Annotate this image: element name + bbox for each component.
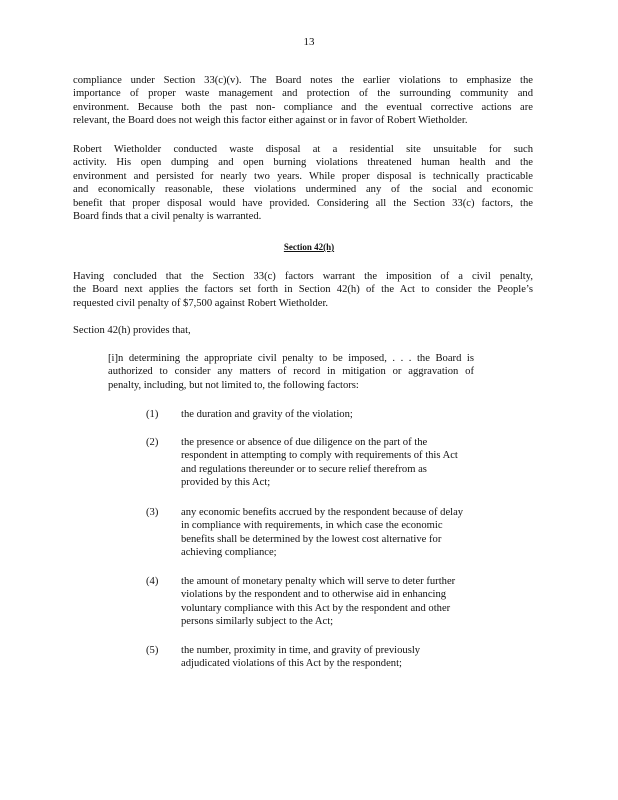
factor-number: (2) <box>146 437 159 448</box>
text-line: the presence or absence of due diligence on the part of the <box>181 437 428 448</box>
page-number: 13 <box>303 36 315 48</box>
text-line: importance of proper waste management and protection of the surrounding community and <box>73 88 533 100</box>
paragraph-provides <box>73 324 533 337</box>
text-line: relevant, the Board does not weigh this factor either against or in favor of Robert Wietholder. <box>73 115 468 127</box>
text-line: Section 42(h) provides that, <box>73 325 191 336</box>
text-line: provided by this Act; <box>181 477 271 489</box>
text-line: penalty, including, but not limited to, the following factors: <box>108 379 359 391</box>
block-quote <box>108 352 474 392</box>
text-line: [i]n determining the appropriate civil penalty to be imposed, . . . the Board is <box>108 353 474 364</box>
text-line: Having concluded that the Section 33(c) factors warrant the imposition of a civil penalty, <box>73 271 533 282</box>
text-line: Board finds that a civil penalty is warranted. <box>73 211 262 223</box>
paragraph-compliance <box>73 74 533 128</box>
text-line: achieving compliance; <box>181 547 277 559</box>
text-line: the duration and gravity of the violation; <box>181 409 353 420</box>
factor-number: (4) <box>146 576 159 587</box>
text-line: violations by the respondent and to otherwise aid in enhancing <box>181 589 447 601</box>
factor-number: (1) <box>146 409 159 420</box>
text-line: adjudicated violations of this Act by the respondent; <box>181 658 402 670</box>
factor-text <box>181 644 506 671</box>
factor-number: (5) <box>146 645 159 656</box>
text-line: respondent in attempting to comply with requirements of this Act <box>181 450 458 462</box>
text-line: the amount of monetary penalty which will serve to deter further <box>181 576 456 587</box>
factor-text <box>181 575 506 629</box>
text-line: Robert Wietholder conducted waste disposal at a residential site unsuitable for such <box>73 144 533 155</box>
text-line: persons similarly subject to the Act; <box>181 616 334 628</box>
text-line: benefit that proper disposal would have provided. Considering all the Section 33(c) factors, the <box>73 197 533 209</box>
text-line: in compliance with requirements, in which case the economic <box>181 520 443 532</box>
text-line: and regulations thereunder or to secure relief therefrom as <box>181 463 427 475</box>
text-line: activity. His open dumping and open burning violations threatened human health and the <box>73 157 533 169</box>
text-line: voluntary compliance with this Act by the respondent and other <box>181 602 451 614</box>
text-line: the Board next applies the factors set forth in Section 42(h) of the Act to consider the People’s <box>73 284 533 296</box>
factor-text <box>181 506 506 560</box>
text-line: benefits shall be determined by the lowest cost alternative for <box>181 533 442 545</box>
paragraph-penalty <box>73 270 533 310</box>
text-line: environment. Because both the past non- compliance and the eventual corrective actions are <box>73 101 533 113</box>
paragraph-disposal <box>73 143 533 223</box>
factor-number: (3) <box>146 507 159 518</box>
text-line: environment and persisted for nearly two years. While proper disposal is technically practicable <box>73 170 533 182</box>
text-line: requested civil penalty of $7,500 against Robert Wietholder. <box>73 297 329 309</box>
text-line: and economically reasonable, these violations undermined any of the social and economic <box>73 184 533 196</box>
text-line: authorized to consider any matters of record in mitigation or aggravation of <box>108 366 474 378</box>
text-line: the number, proximity in time, and gravity of previously <box>181 645 421 656</box>
text-line: any economic benefits accrued by the respondent because of delay <box>181 507 464 518</box>
factor-text <box>181 436 506 490</box>
text-line: compliance under Section 33(c)(v). The Board notes the earlier violations to emphasize the <box>73 75 533 86</box>
section-heading: Section 42(h) <box>283 242 335 252</box>
factor-text <box>181 408 506 421</box>
